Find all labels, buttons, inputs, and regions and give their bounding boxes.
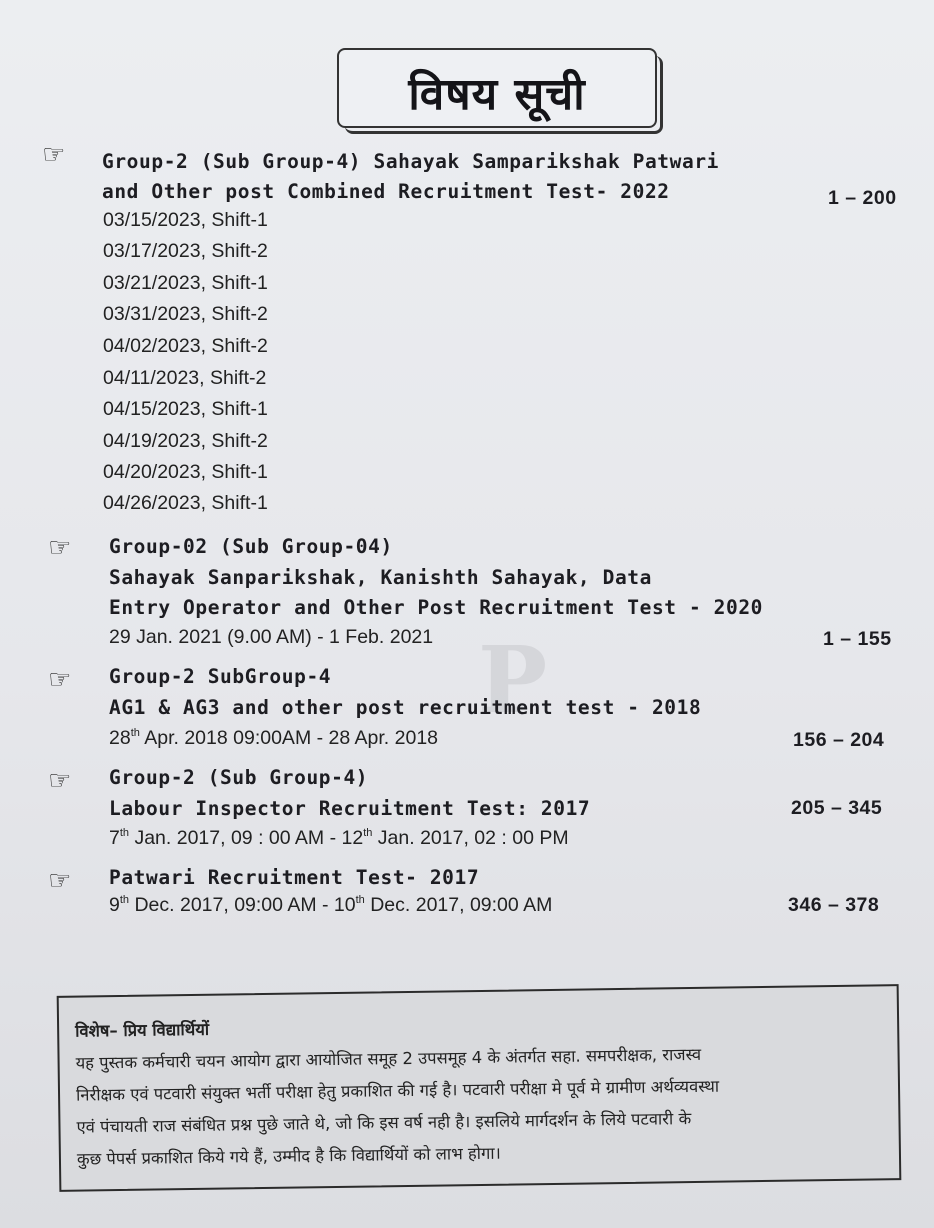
- special-note-box: [57, 984, 902, 1192]
- note-line: एवं पंचायती राज संबंधित प्रश्न पुछे जाते थे, जो कि इस वर्ष नही है। इसलिये मार्गदर्शन के लिये पटवारी के: [76, 1109, 692, 1137]
- exam-date: 03/31/2023, Shift-2: [103, 303, 268, 325]
- special-note-text: [75, 1004, 883, 1175]
- pointing-hand-icon: ☞: [48, 866, 72, 896]
- exam-date: 04/19/2023, Shift-2: [103, 430, 268, 452]
- entry-heading-line: Patwari Recruitment Test- 2017: [109, 866, 480, 889]
- entry-heading-line: AG1 & AG3 and other post recruitment test - 2018: [109, 696, 702, 719]
- page-range: 156 – 204: [793, 729, 885, 751]
- note-line: निरीक्षक एवं पटवारी संयुक्त भर्ती परीक्षा हेतु प्रकाशित की गई है। पटवारी परीक्षा मे पूर्व मे ग्रामीण अर्थव्यवस्था: [75, 1076, 720, 1105]
- pointing-hand-icon: ☞: [48, 766, 72, 796]
- entry-heading-line: and Other post Combined Recruitment Test- 2022: [102, 180, 670, 203]
- entry-heading-line: Labour Inspector Recruitment Test: 2017: [109, 797, 591, 820]
- page-range: 346 – 378: [788, 894, 880, 916]
- exam-date: 04/20/2023, Shift-1: [103, 461, 268, 483]
- exam-date: 04/02/2023, Shift-2: [103, 335, 268, 357]
- exam-date: 04/15/2023, Shift-1: [103, 398, 268, 420]
- exam-date: 04/11/2023, Shift-2: [103, 367, 267, 389]
- entry-heading-line: Group-2 (Sub Group-4) Sahayak Samparikshak Patwari: [102, 150, 719, 173]
- page-range: 1 – 200: [828, 187, 897, 209]
- exam-date: 03/21/2023, Shift-1: [103, 272, 268, 294]
- pointing-hand-icon: ☞: [48, 533, 72, 563]
- exam-date: 29 Jan. 2021 (9.00 AM) - 1 Feb. 2021: [109, 626, 434, 648]
- page-range: 1 – 155: [823, 628, 892, 650]
- exam-date: 28th Apr. 2018 09:00AM - 28 Apr. 2018: [109, 727, 439, 749]
- note-line: यह पुस्तक कर्मचारी चयन आयोग द्वारा आयोजित समूह 2 उपसमूह 4 के अंतर्गत सहा. समपरीक्षक, राजस्व: [75, 1044, 702, 1073]
- exam-date: 7th Jan. 2017, 09 : 00 AM - 12th Jan. 2017, 02 : 00 PM: [109, 827, 569, 849]
- exam-date: 03/15/2023, Shift-1: [103, 209, 268, 231]
- note-lead: विशेष– प्रिय विद्यार्थियों: [75, 1019, 210, 1041]
- entry-heading-line: Group-02 (Sub Group-04): [109, 535, 393, 558]
- pointing-hand-icon: ☞: [42, 140, 66, 170]
- entry-heading-line: Group-2 SubGroup-4: [109, 665, 332, 688]
- pointing-hand-icon: ☞: [48, 665, 72, 695]
- exam-date: 03/17/2023, Shift-2: [103, 240, 268, 262]
- entry-heading-line: Group-2 (Sub Group-4): [109, 766, 369, 789]
- entry-heading-line: Entry Operator and Other Post Recruitment Test - 2020: [109, 596, 764, 619]
- exam-date: 9th Dec. 2017, 09:00 AM - 10th Dec. 2017, 09:00 AM: [109, 894, 553, 916]
- note-line: कुछ पेपर्स प्रकाशित किये गये हैं, उम्मीद है कि विद्यार्थियों को लाभ होगा।: [76, 1143, 501, 1169]
- title-box: [337, 48, 657, 128]
- page-range: 205 – 345: [791, 797, 883, 819]
- entry-heading-line: Sahayak Sanparikshak, Kanishth Sahayak, Data: [109, 566, 652, 589]
- page-title: विषय सूची: [408, 69, 586, 120]
- exam-date: 04/26/2023, Shift-1: [103, 492, 268, 514]
- publisher-watermark: P: [478, 626, 548, 734]
